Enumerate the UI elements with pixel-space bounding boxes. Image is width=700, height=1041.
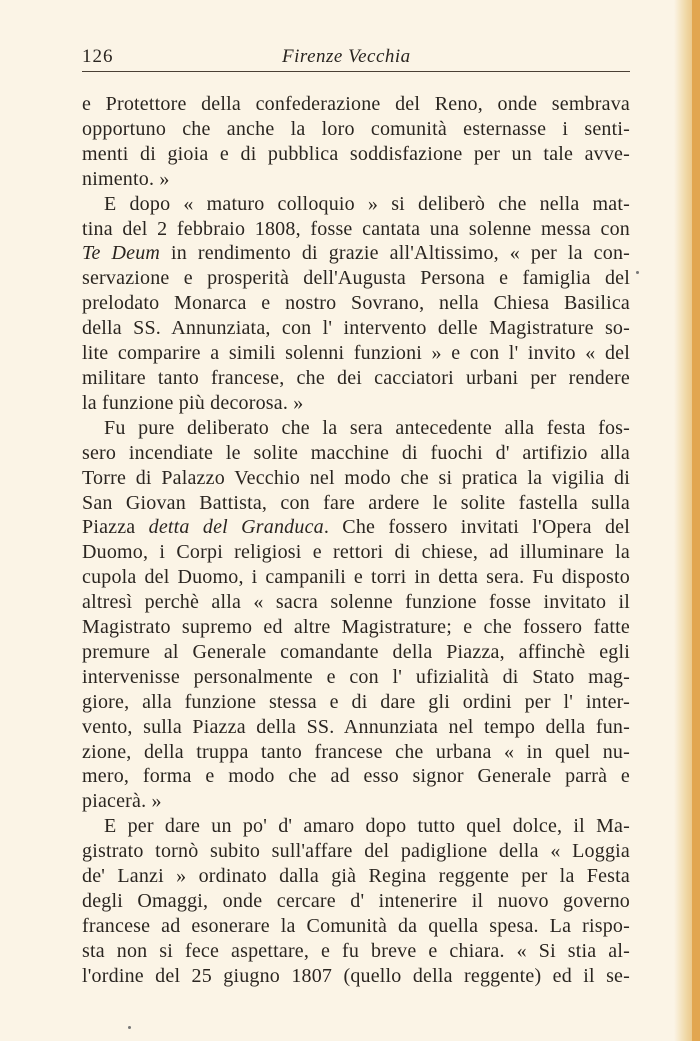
text-segment: lite comparire a simili solenni funzioni » e con l' invito « del [82,342,630,365]
text-line [82,241,630,266]
text-line [82,889,630,914]
text-line [82,540,630,565]
text-segment: Piazza [82,516,149,539]
body-text [82,92,630,989]
text-segment: francese ad esonerare la Comunità da quella spesa. La rispo- [82,914,630,937]
italic-text: Te Deum [82,242,161,265]
text-segment: piacerà. » [82,790,162,813]
text-line [82,217,630,242]
text-line [82,690,630,715]
text-line [82,366,630,391]
text-line [82,590,630,615]
text-line [82,615,630,640]
text-line [82,839,630,864]
italic-text: detta del Granduca [148,516,324,539]
text-segment: de' Lanzi » ordinato dalla già Regina reggente per la Festa [82,865,630,888]
text-segment: cupola del Duomo, i campanili e torri in detta sera. Fu disposto [82,566,630,589]
text-line [82,864,630,889]
text-segment: premure al Generale comandante della Piazza, affinchè egli [82,640,630,663]
text-segment: Fu pure deliberato che la sera antecedente alla festa fos- [104,416,630,439]
text-segment: gistrato tornò subito sull'affare del padiglione della « Loggia [82,840,630,863]
text-line [82,291,630,316]
text-line [82,466,630,491]
text-line [82,665,630,690]
page-header [82,44,630,74]
text-segment: opportuno che anche la loro comunità esternasse i senti- [82,117,630,140]
text-line [82,789,630,814]
text-segment: sta non si fece aspettare, e fu breve e chiara. « Si stia al- [82,939,630,962]
text-segment: e Protettore della confederazione del Reno, onde sembrava [82,93,630,115]
text-segment: Duomo, i Corpi religiosi e rettori di chiese, ad illuminare la [82,541,630,564]
text-line [82,391,630,416]
text-segment: . Che fossero invitati l'Opera del [323,516,630,539]
text-segment: zione, della truppa tanto francese che urbana « in quel nu- [82,740,630,763]
text-segment: degli Omaggi, onde cercare d' intenerire il nuovo governo [82,890,630,912]
print-speck [128,1026,131,1029]
text-line [82,316,630,341]
text-line [82,341,630,366]
text-segment: vento, sulla Piazza della SS. Annunziata nel tempo della fun- [82,715,630,738]
text-segment: in rendimento di grazie all'Altissimo, « per la con- [160,242,630,265]
text-segment: menti di gioia e di pubblica soddisfazione per un tale avve- [82,142,630,165]
page-edge [692,0,700,1041]
text-line [82,914,630,939]
text-segment: E per dare un po' d' amaro dopo tutto quel dolce, il Ma- [104,815,630,838]
text-line [82,441,630,466]
text-line [82,515,630,540]
text-line [82,92,630,117]
text-line [82,764,630,789]
text-segment: mero, forma e modo che ad esso signor Generale parrà e [82,765,630,788]
text-line [82,814,630,839]
text-line [82,565,630,590]
text-segment: altresì perchè alla « sacra solenne funzione fosse invitato il [82,591,630,614]
print-speck [636,271,639,274]
text-line [82,491,630,516]
text-segment: della SS. Annunziata, con l' intervento delle Magistrature so- [82,317,630,340]
text-line [82,266,630,291]
text-segment: militare tanto francese, che dei cacciatori urbani per rendere [82,366,630,389]
text-segment: Magistrato supremo ed altre Magistrature; e che fossero fatte [82,616,630,639]
text-line [82,964,630,989]
text-segment: San Giovan Battista, con fare ardere le solite fastella sulla [82,491,630,514]
text-segment: servazione e prosperità dell'Augusta Persona e famiglia del [82,267,630,290]
text-line [82,142,630,167]
text-segment: nimento. » [82,167,170,190]
page-number: 126 [82,46,114,67]
text-line [82,167,630,192]
text-line [82,416,630,441]
text-segment: intervenisse personalmente e con l' ufizialità di Stato mag- [82,665,630,688]
text-line [82,740,630,765]
text-segment: sero incendiate le solite macchine di fuochi d' artifizio alla [82,441,630,464]
text-segment: tina del 2 febbraio 1808, fosse cantata una solenne messa con [82,217,630,240]
text-line [82,640,630,665]
text-segment: prelodato Monarca e nostro Sovrano, nella Chiesa Basilica [82,292,630,315]
text-line [82,117,630,142]
header-rule [82,71,630,72]
text-segment: giore, alla funzione stessa e di dare gli ordini per l' inter- [82,690,630,713]
text-segment: Torre di Palazzo Vecchio nel modo che si pratica la vigilia di [82,466,630,489]
text-segment: l'ordine del 25 giugno 1807 (quello della reggente) ed il se- [82,964,630,987]
text-segment: E dopo « maturo colloquio » si deliberò che nella mat- [104,192,630,215]
running-title: Firenze Vecchia [282,46,411,67]
text-line [82,192,630,217]
text-line [82,715,630,740]
text-line [82,939,630,964]
text-segment: la funzione più decorosa. » [82,391,304,414]
